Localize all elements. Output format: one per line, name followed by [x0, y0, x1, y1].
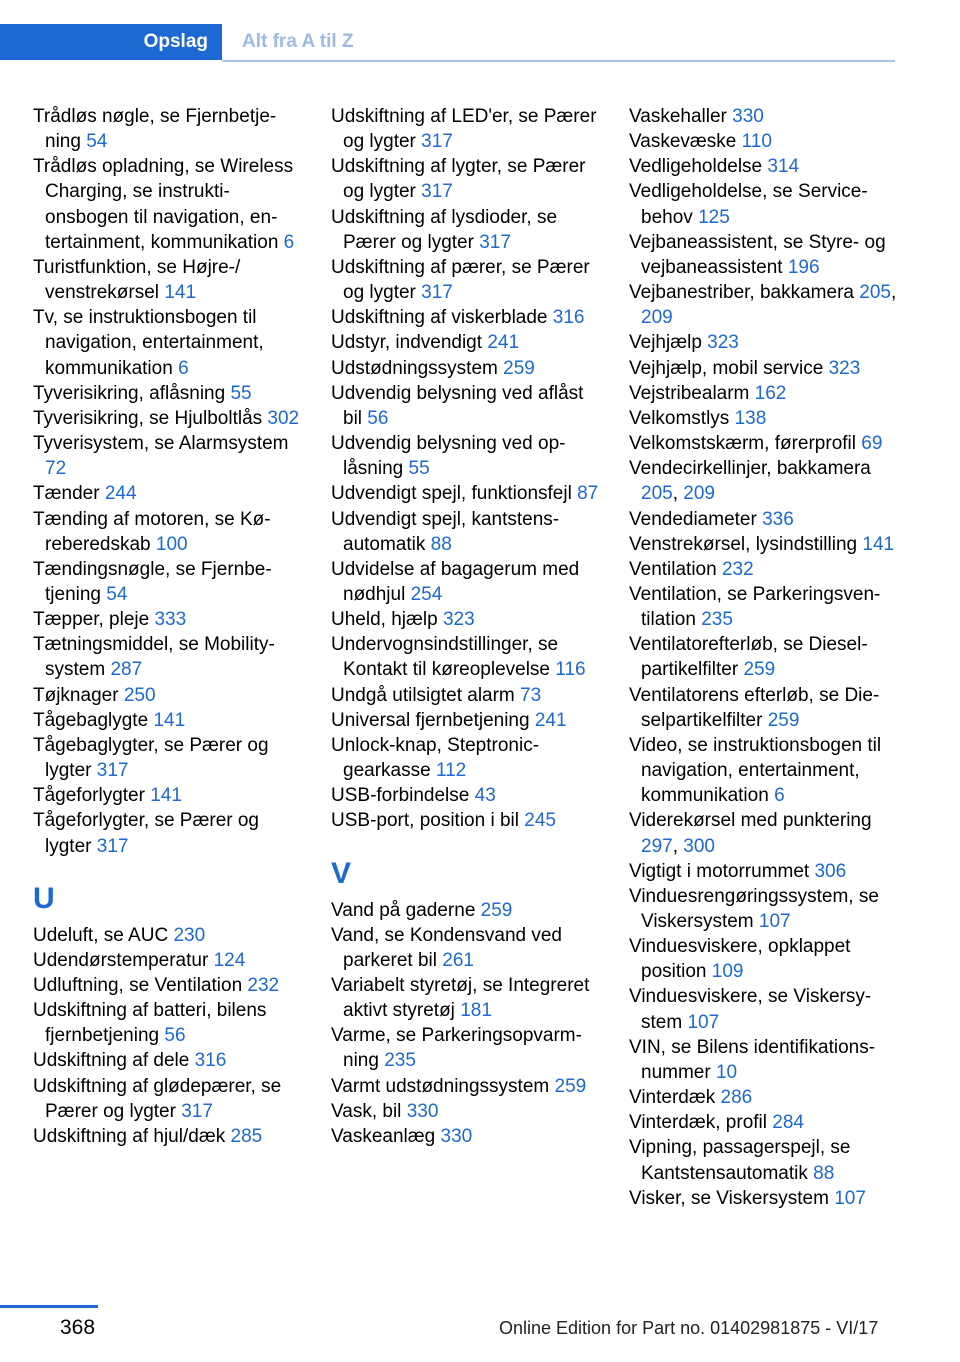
index-entry	[629, 154, 899, 179]
index-entry	[629, 1135, 899, 1185]
page-link[interactable]: 124	[213, 949, 246, 971]
index-entry	[33, 255, 301, 305]
page-link[interactable]: 235	[701, 609, 733, 631]
index-entry-text: Vand, se Kondensvand ved parkeret bil	[331, 924, 562, 971]
index-entry-text: Tågeforlygter, se Pærer og lygter	[33, 810, 259, 857]
index-entry	[331, 607, 603, 632]
page-link[interactable]: 333	[154, 609, 187, 631]
index-entry: Vejbanestriber, bakkamera 205, 209	[629, 282, 897, 329]
index-entry-text: Udskiftning af viskerblade	[331, 307, 548, 329]
index-entry-text: Vinduesviskere, se Viskersystem	[629, 986, 872, 1033]
index-entry-text: Vigtigt i motorrummet	[629, 860, 810, 882]
index-entry-text: Vand på gaderne	[331, 899, 476, 921]
index-entry	[629, 381, 899, 406]
index-entry	[629, 104, 899, 129]
page-link[interactable]: 235	[384, 1050, 416, 1072]
index-entry-text: Tågebaglygte	[33, 709, 149, 731]
index-entry	[331, 632, 603, 682]
page-link[interactable]: 88	[813, 1162, 835, 1184]
page-link[interactable]: 317	[421, 282, 453, 304]
index-entry	[629, 179, 899, 229]
index-entry	[331, 973, 603, 1023]
index-entry	[331, 683, 603, 708]
index-entry	[331, 507, 603, 557]
index-entry	[331, 104, 603, 154]
index-entry	[331, 1099, 603, 1124]
page-link[interactable]: 284	[772, 1112, 804, 1134]
index-entry-text: Udvidelse af bagagerum med nødhjul	[331, 558, 580, 605]
page-link[interactable]: 300	[683, 835, 715, 857]
index-entry	[33, 557, 301, 607]
page-link[interactable]: 306	[814, 860, 847, 882]
index-entry	[33, 104, 301, 154]
index-entry-text: VIN, se Bilens identifikationsnummer	[629, 1036, 876, 1083]
index-entry-text: Udskiftning af dele	[33, 1050, 190, 1072]
page-link[interactable]: 209	[641, 307, 673, 329]
index-entry-text: Undgå utilsigtet alarm	[331, 684, 515, 706]
tab-opslag[interactable]: Opslag	[0, 24, 222, 60]
page-link[interactable]: 330	[406, 1100, 439, 1122]
index-entry	[331, 898, 603, 923]
index-letter-heading: U	[33, 881, 55, 915]
page-link[interactable]: 162	[754, 382, 787, 404]
index-entry-text: Tv, se instruktionsbogen til navigation, entertainment, kommunikation	[33, 307, 264, 379]
index-entry-text: Vinduesrengøringssystem, se Viskersystem	[629, 885, 879, 932]
index-entry-text: Vask, bil	[331, 1100, 402, 1122]
index-entry-text: Tågeforlygter	[33, 785, 145, 807]
index-entry-text: Udskiftning af lysdioder, se Pærer og lygter	[331, 206, 558, 253]
index-entry-text: Udvendigt spejl, kantstensautomatik	[331, 508, 560, 555]
page-link[interactable]: 330	[732, 106, 764, 127]
index-entry-text: Trådløs opladning, se Wireless Charging, se instruktionsbogen til navigation, entertainment, kommunikation	[33, 156, 294, 253]
index-entry-text: Vinterdæk, profil	[629, 1112, 767, 1134]
index-entry-text: Udskiftning af hjul/dæk	[33, 1125, 226, 1147]
index-entry-text: Vaskehaller	[629, 106, 727, 127]
page-link[interactable]: 73	[520, 684, 542, 706]
page-link[interactable]: 6	[283, 231, 295, 253]
page-link[interactable]: 112	[435, 760, 467, 782]
index-entry	[331, 1074, 603, 1099]
index-entry	[629, 230, 899, 280]
index-entry-text: Udvendig belysning ved oplåsning	[331, 433, 566, 480]
page-link[interactable]: 87	[577, 483, 599, 505]
tab-alt-fra-a-til-z[interactable]: Alt fra A til Z	[242, 31, 354, 52]
page-link[interactable]: 55	[408, 458, 430, 480]
page-link[interactable]: 54	[106, 583, 128, 605]
index-entry-text: USB-forbindelse	[331, 785, 470, 807]
index-entry	[33, 808, 301, 858]
index-entry-text: Venstrekørsel, lysindstilling	[629, 533, 858, 555]
index-entry	[629, 507, 899, 532]
index-entry	[331, 330, 603, 355]
page-number: 368	[60, 1316, 96, 1339]
index-entry	[33, 1074, 301, 1124]
page-link[interactable]: 10	[715, 1061, 738, 1083]
index-entry	[331, 808, 603, 833]
index-entry	[33, 708, 301, 733]
index-entry	[331, 1124, 603, 1149]
page-link[interactable]: 69	[861, 433, 883, 455]
index-entry-text: Udvendig belysning ved aflåst bil	[331, 382, 584, 429]
page-link[interactable]: 254	[410, 583, 443, 605]
index-entry	[331, 255, 603, 305]
index-entry	[33, 507, 301, 557]
index-entry	[629, 859, 899, 884]
index-entry	[33, 154, 301, 255]
index-entry	[33, 406, 301, 431]
page-link[interactable]: 241	[534, 709, 567, 731]
index-column-3	[629, 104, 899, 1211]
tab-underline	[222, 60, 895, 62]
page-link[interactable]: 241	[487, 332, 520, 354]
page-link[interactable]: 259	[743, 659, 776, 681]
index-entry	[331, 154, 603, 204]
index-entry-text: Uheld, hjælp	[331, 609, 438, 631]
index-entry	[33, 481, 301, 506]
page-link[interactable]: 317	[421, 181, 453, 203]
index-entry-text: Udskiftning af batteri, bilens fjernbetjening	[33, 1000, 267, 1047]
index-entry-text: Vejbanestriber, bakkamera	[629, 282, 854, 304]
tab-bar	[0, 24, 895, 62]
index-entry	[33, 783, 301, 808]
index-entry-text: Vipning, passagerspejl, se Kantstensautomatik	[629, 1137, 851, 1184]
page-link[interactable]: 317	[421, 131, 453, 153]
index-entry	[629, 683, 899, 733]
page-link[interactable]: 316	[194, 1050, 227, 1072]
index-entry-text: Vendediameter	[629, 508, 757, 530]
page-link[interactable]: 100	[155, 533, 188, 555]
page-link[interactable]: 336	[762, 508, 794, 530]
page-link[interactable]: 107	[687, 1011, 720, 1033]
index-column-2	[331, 104, 603, 1149]
index-entry	[629, 406, 899, 431]
page-link[interactable]: 6	[178, 357, 189, 379]
index-entry: Viderekørsel med punktering 297, 300	[629, 810, 872, 857]
index-entry	[331, 205, 603, 255]
index-entry-text: Udstyr, indvendigt	[331, 332, 483, 354]
page-link[interactable]: 109	[711, 961, 744, 983]
page-link[interactable]: 317	[479, 231, 511, 253]
page-link[interactable]: 297	[641, 835, 673, 857]
page-link[interactable]: 330	[440, 1125, 473, 1147]
index-entry	[331, 356, 603, 381]
index-entry-text: Ventilatorefterløb, se Dieselpartikelfilter	[629, 634, 868, 681]
index-entry-text: Vendecirkellinjer, bakkamera	[629, 458, 871, 480]
index-entry-text: Udskiftning af lygter, se Pærer og lygter	[331, 156, 586, 203]
page-link[interactable]: 317	[96, 835, 129, 857]
index-entry	[629, 1186, 899, 1211]
index-entry	[33, 1048, 301, 1073]
page-link[interactable]: 259	[503, 357, 535, 379]
index-entry	[33, 431, 301, 481]
index-entry	[33, 683, 301, 708]
page-link[interactable]: 56	[367, 407, 389, 429]
page-link[interactable]: 286	[720, 1087, 753, 1109]
index-entry-text: Vejhjælp	[629, 332, 702, 354]
index-entry-text: Tågebaglygter, se Pærer og lygter	[33, 734, 269, 782]
index-entry	[33, 973, 301, 998]
edition-note: Online Edition for Part no. 01402981875 - VI/17	[499, 1318, 879, 1338]
index-entry	[629, 1035, 899, 1085]
index-entry-text: Udskiftning af pærer, se Pærer og lygter	[331, 256, 590, 304]
index-entry-text: Tøjknager	[33, 684, 119, 706]
page-link[interactable]: 209	[683, 483, 715, 505]
index-entry	[629, 934, 899, 984]
index-entry-text: Udvendigt spejl, funktionsfejl	[331, 483, 572, 505]
index-entry	[331, 305, 603, 330]
page-link[interactable]: 232	[721, 558, 754, 580]
page-link[interactable]: 43	[474, 785, 496, 807]
index-entry	[629, 733, 899, 808]
index-entry	[331, 1023, 603, 1073]
index-entry-text: Tænding af motoren, se Køreberedskab	[33, 508, 271, 555]
page-link[interactable]: 259	[554, 1075, 587, 1097]
index-entry-text: Vedligeholdelse	[629, 156, 763, 178]
page-link[interactable]: 287	[110, 659, 143, 681]
index-entry-text: Turistfunktion, se Højre-/ venstrekørsel	[33, 256, 241, 304]
index-entry-text: Tyverisikring, aflåsning	[33, 382, 226, 404]
index-entry-text: Udeluft, se AUC	[33, 924, 169, 946]
index-entry	[629, 356, 899, 381]
index-entry-text: Udluftning, se Ventilation	[33, 975, 243, 996]
index-entry	[33, 923, 301, 948]
page-link[interactable]: 323	[828, 357, 861, 379]
index-entry	[629, 431, 899, 456]
page-link[interactable]: 244	[104, 483, 137, 505]
page-link[interactable]: 141	[862, 533, 895, 555]
page-link[interactable]: 317	[181, 1100, 213, 1122]
index-entry	[331, 923, 603, 973]
page-link[interactable]: 261	[442, 949, 474, 971]
index-entry-text: Visker, se Viskersystem	[629, 1187, 829, 1209]
page-link[interactable]: 125	[698, 206, 730, 228]
index-entry	[331, 708, 603, 733]
index-entry	[331, 783, 603, 808]
index-entry	[629, 1110, 899, 1135]
page-link[interactable]: 6	[774, 785, 785, 807]
index-entry	[33, 1124, 301, 1149]
page-link[interactable]: 54	[86, 131, 108, 153]
page-link[interactable]: 285	[230, 1125, 263, 1147]
index-entry-text: Trådløs nøgle, se Fjernbetjening	[33, 106, 277, 153]
index-entry-text: Vejbaneassistent, se Styre- og vejbaneassistent	[629, 231, 886, 278]
page-link[interactable]: 205	[641, 483, 673, 505]
index-entry-text: Vedligeholdelse, se Servicebehov	[629, 181, 868, 228]
index-entry-text: Viderekørsel med punktering	[629, 810, 872, 832]
page-link[interactable]: 245	[524, 810, 556, 832]
index-entry-text: Tæpper, pleje	[33, 609, 150, 631]
index-entry-text: Vejstribealarm	[629, 382, 750, 404]
index-entry-text: Varmt udstødningssystem	[331, 1075, 550, 1097]
index-entry-text: Udskiftning af LED'er, se Pærer og lygter	[331, 106, 597, 153]
index-entry	[33, 381, 301, 406]
page-link[interactable]: 259	[767, 709, 800, 731]
index-entry	[629, 582, 899, 632]
index-column-1	[33, 104, 301, 1149]
page-link[interactable]: 72	[45, 458, 67, 480]
index-entry-text: Vinduesviskere, opklappet position	[629, 936, 851, 983]
index-entry-text: Tætningsmiddel, se Mobility-system	[33, 634, 275, 681]
index-entry-text: Varme, se Parkeringsopvarmning	[331, 1025, 582, 1072]
index-entry-text: Tyverisikring, se Hjulboltlås	[33, 407, 263, 429]
page-link[interactable]: 230	[173, 924, 206, 946]
page-link[interactable]: 138	[734, 407, 767, 429]
page-link[interactable]: 314	[767, 156, 800, 178]
page-link[interactable]: 56	[164, 1025, 186, 1047]
page-link[interactable]: 141	[164, 282, 197, 304]
page-link[interactable]: 55	[230, 382, 252, 404]
index-entry-text: Tændingsnøgle, se Fjernbetjening	[33, 558, 272, 605]
index-letter-heading: V	[331, 856, 352, 890]
index-entry-text: Udskiftning af glødepærer, se Pærer og lygter	[33, 1075, 282, 1122]
index-entry	[629, 1085, 899, 1110]
index-entry	[331, 557, 603, 607]
page-link[interactable]: 232	[247, 975, 280, 996]
page-link[interactable]: 107	[834, 1187, 866, 1209]
index-entry	[629, 532, 899, 557]
footer-rule	[0, 1305, 98, 1308]
index-entry-text: Universal fjernbetjening	[331, 709, 530, 731]
index-entry-text: Tyverisystem, se Alarmsystem	[33, 433, 289, 455]
index-entry-text: Undervognsindstillinger, se Kontakt til køreoplevelse	[331, 634, 559, 681]
index-entry	[33, 998, 301, 1048]
index-entry-text: Udendørstemperatur	[33, 949, 209, 971]
index-entry-text: Ventilation	[629, 558, 717, 580]
index-entry	[33, 632, 301, 682]
page-link[interactable]: 110	[741, 131, 772, 153]
index-entry-text: Unlock-knap, Steptronic-gearkasse	[331, 734, 540, 782]
page-link[interactable]: 196	[787, 256, 820, 278]
page-link[interactable]: 116	[555, 659, 586, 681]
page-link[interactable]: 323	[442, 609, 475, 631]
index-entry-text: Udstødningssystem	[331, 357, 498, 379]
index-entry	[33, 733, 301, 783]
index-entry	[629, 632, 899, 682]
index-entry-text: Tænder	[33, 483, 100, 505]
index-entry	[629, 884, 899, 934]
index-entry	[629, 984, 899, 1034]
index-entry	[33, 948, 301, 973]
index-entry-text: USB-port, position i bil	[331, 810, 519, 832]
page-link[interactable]: 250	[123, 684, 156, 706]
index-entry	[629, 129, 899, 154]
index-entry	[331, 381, 603, 431]
index-entry	[331, 733, 603, 783]
page-link[interactable]: 107	[758, 911, 791, 932]
page-link[interactable]: 181	[460, 1000, 492, 1022]
page-link[interactable]: 141	[150, 785, 182, 807]
index-entry-text: Velkomstlys	[629, 407, 730, 429]
index-entry	[629, 330, 899, 355]
page-link[interactable]: 88	[430, 533, 452, 555]
page-link[interactable]: 317	[96, 760, 129, 782]
index-entry-text: Video, se instruktionsbogen til navigation, entertainment, kommunikation	[629, 734, 882, 807]
index-entry-text: Variabelt styretøj, se Integreret aktivt styretøj	[331, 975, 590, 1022]
index-entry-text: Velkomstskærm, førerprofil	[629, 433, 856, 455]
page-link[interactable]: 302	[267, 407, 300, 429]
page-link[interactable]: 323	[707, 332, 739, 354]
index-entry	[331, 431, 603, 481]
page-link[interactable]: 316	[552, 307, 585, 329]
index-entry	[629, 557, 899, 582]
index-entry	[33, 305, 301, 380]
index-entry-text: Ventilatorens efterløb, se Dieselpartikelfilter	[629, 684, 880, 731]
page-link[interactable]: 141	[153, 709, 186, 731]
page-link[interactable]: 205	[859, 282, 891, 304]
index-entry: Vendecirkellinjer, bakkamera 205, 209	[629, 458, 871, 505]
index-entry-text: Vaskeanlæg	[331, 1125, 436, 1147]
index-entry-text: Vinterdæk	[629, 1087, 716, 1109]
index-entry-text: Vaskevæske	[629, 131, 737, 153]
index-entry-text: Vejhjælp, mobil service	[629, 357, 824, 379]
index-entry	[33, 607, 301, 632]
index-entry-text: Ventilation, se Parkeringsventilation	[629, 583, 881, 631]
index-entry	[331, 481, 603, 506]
page-link[interactable]: 259	[480, 899, 513, 921]
